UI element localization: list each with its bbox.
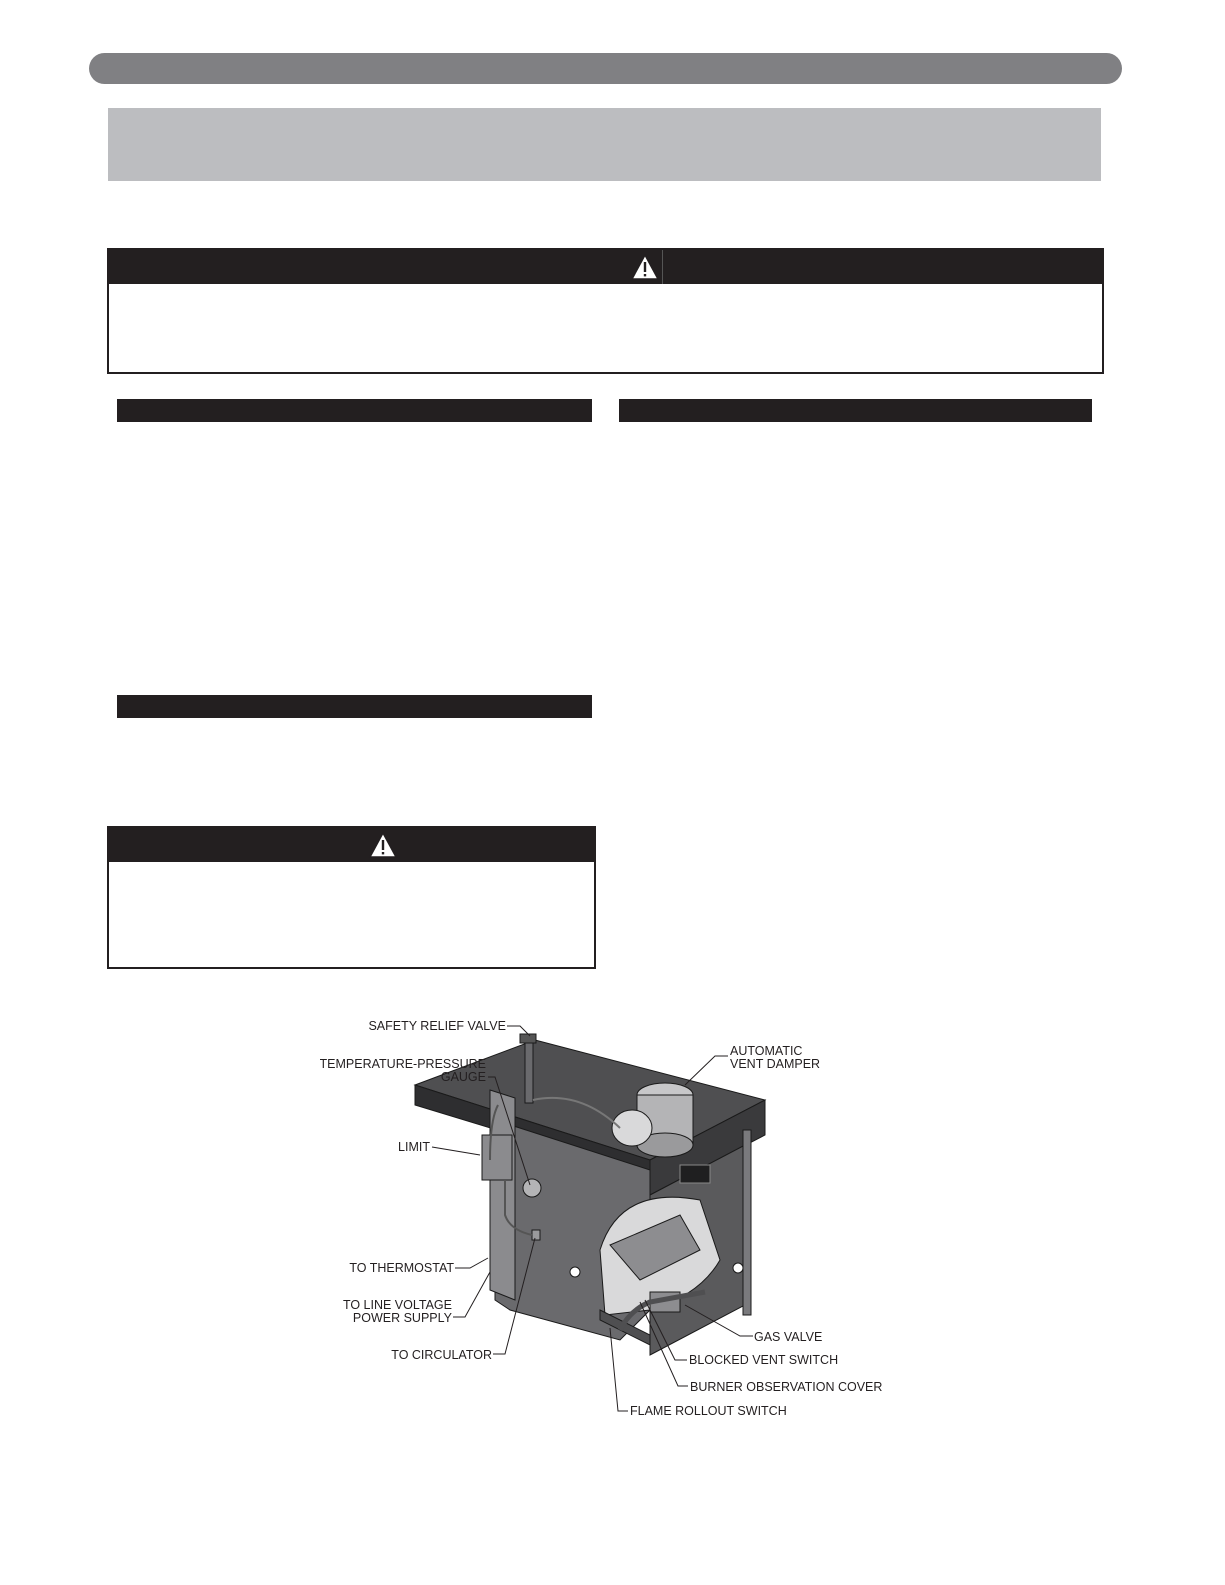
label-temperature-pressure-gauge-2: GAUGE xyxy=(440,1070,486,1084)
label-blocked-vent-switch: BLOCKED VENT SWITCH xyxy=(689,1353,839,1367)
limit-control-box xyxy=(482,1135,512,1180)
warning-callout-left-header xyxy=(109,828,594,862)
warning-header-divider xyxy=(662,250,663,284)
side-switch-shape xyxy=(532,1230,540,1240)
label-gas-valve: GAS VALVE xyxy=(754,1330,823,1344)
safety-relief-valve-shape xyxy=(525,1038,533,1103)
label-to-line-voltage: TO LINE VOLTAGE xyxy=(342,1298,452,1312)
label-temperature-pressure-gauge: TEMPERATURE-PRESSURE xyxy=(320,1057,486,1071)
label-automatic-vent-damper: AUTOMATIC xyxy=(730,1044,803,1058)
label-limit: LIMIT xyxy=(398,1140,430,1154)
section-title-band xyxy=(108,108,1101,181)
boiler-right-edge xyxy=(743,1130,751,1315)
left-column-section-header-2 xyxy=(117,695,592,718)
warning-callout-header xyxy=(109,250,1102,284)
warning-callout-main xyxy=(107,248,1104,374)
label-to-circulator: TO CIRCULATOR xyxy=(391,1348,492,1362)
label-safety-relief-valve: SAFETY RELIEF VALVE xyxy=(368,1019,506,1033)
left-column-section-header xyxy=(117,399,592,422)
damper-motor xyxy=(612,1110,652,1146)
boiler-components-diagram xyxy=(320,1010,900,1430)
temp-pressure-gauge-shape xyxy=(523,1179,541,1197)
logo-plate xyxy=(680,1165,710,1183)
warning-triangle-icon xyxy=(368,831,398,859)
warning-callout-left xyxy=(107,826,596,969)
label-power-supply: POWER SUPPLY xyxy=(352,1311,452,1325)
label-to-thermostat: TO THERMOSTAT xyxy=(349,1261,454,1275)
label-flame-rollout-switch: FLAME ROLLOUT SWITCH xyxy=(630,1404,787,1418)
label-vent-damper: VENT DAMPER xyxy=(730,1057,821,1071)
warning-triangle-icon xyxy=(630,253,660,281)
right-column-section-header xyxy=(619,399,1092,422)
page-header-bar xyxy=(89,53,1122,84)
label-burner-observation-cover: BURNER OBSERVATION COVER xyxy=(690,1380,883,1394)
